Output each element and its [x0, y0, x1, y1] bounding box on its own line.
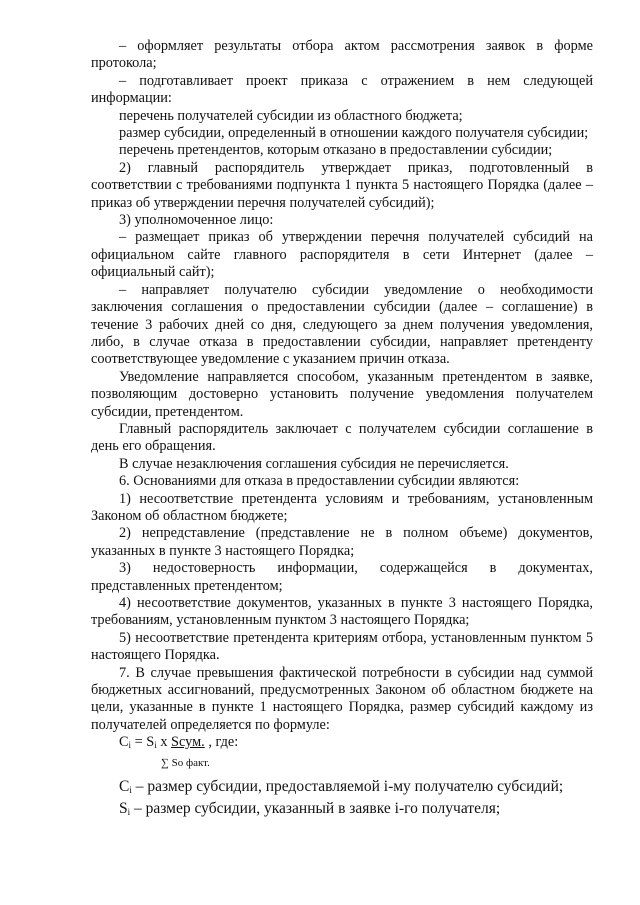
formula-lhs: C [119, 734, 129, 751]
paragraph-12: В случае незаключения соглашения субсидия не перечисляется. [119, 455, 509, 472]
paragraph-17: 4) несоответствие документов, указанных в пункте 3 настоящего Порядка, требованиям, установленным пунктом 3 настоящего Порядка; [91, 595, 593, 629]
paragraph-15: 2) непредставление (представление не в полном объеме) документов, указанных в пункте 3 настоящего Порядка; [91, 525, 593, 559]
formula-main-line [119, 734, 238, 754]
paragraph-3: перечень получателей субсидии из областного бюджета; [119, 107, 463, 124]
paragraph-13: 6. Основаниями для отказа в предоставлении субсидии являются: [119, 473, 520, 490]
formula-eq-sub: i [154, 740, 157, 751]
paragraph-2: – подготавливает проект приказа с отражением в нем следующей информации: [91, 72, 593, 107]
definition-si [91, 800, 593, 821]
paragraph-14: 1) несоответствие претендента условиям и требованиям, установленным Законом об областном бюджете; [91, 490, 593, 524]
paragraph-5: перечень претендентов, которым отказано в предоставлении субсидии; [119, 142, 553, 159]
formula-times: x [156, 734, 172, 751]
formula-numerator: Sсум. [171, 734, 205, 751]
formula-eq: = S [131, 734, 155, 751]
paragraph-7: 3) уполномоченное лицо: [119, 212, 274, 229]
subsidy-formula [91, 734, 593, 778]
paragraph-11: Главный распорядитель заключает с получателем субсидии соглашение в день его обращения. [91, 420, 593, 455]
paragraph-19: 7. В случае превышения фактической потребности в субсидии над суммой бюджетных ассигнований, предусмотренных Законом об областном бюджете на цели, указанные в пункте 1 настоящего Порядка, размер субсидий каждому из получателей определяется по формуле: [91, 664, 593, 733]
definition-ci [91, 778, 593, 799]
definition-ci-symbol: C [119, 778, 130, 796]
formula-denominator: ∑ Sо факт. [161, 757, 210, 770]
formula-tail: , где: [204, 734, 239, 751]
paragraph-6: 2) главный распорядитель утверждает приказ, подготовленный в соответствии с требованиями подпункта 1 пункта 5 настоящего Порядка (далее – приказ об утверждении перечня получателей субсидий); [91, 159, 593, 211]
paragraph-16: 3) недостоверность информации, содержащейся в документах, представленных претендентом; [91, 560, 593, 594]
document-body [91, 38, 593, 821]
definition-si-symbol: S [119, 799, 128, 817]
definition-si-sub: i [127, 806, 131, 817]
paragraph-9: – направляет получателю субсидии уведомление о необходимости заключения соглашения о предоставлении субсидии (далее – соглашение) в течение 3 рабочих дней со дня, следующего за днем получения уведомления, либо, в случае отказа в предоставлении субсидии, направляет претенденту соответствующее уведомление с указанием причин отказа. [91, 281, 593, 368]
paragraph-1: – оформляет результаты отбора актом рассмотрения заявок в форме протокола; [91, 38, 593, 72]
definition-si-text: – размер субсидии, указанный в заявке i-го получателя; [130, 799, 501, 817]
definition-ci-text: – размер субсидии, предоставляемой i-му получателю субсидий; [131, 778, 564, 796]
paragraph-8: – размещает приказ об утверждении перечня получателей субсидий на официальном сайте главного распорядителя в сети Интернет (далее – официальный сайт); [91, 229, 593, 281]
definition-ci-sub: i [129, 785, 132, 796]
formula-lhs-sub: i [128, 740, 132, 751]
paragraph-18: 5) несоответствие претендента критериям отбора, установленным пунктом 5 настоящего Порядка. [91, 629, 593, 664]
paragraph-4: размер субсидии, определенный в отношении каждого получателя субсидии; [119, 125, 589, 142]
paragraph-10: Уведомление направляется способом, указанным претендентом в заявке, позволяющим достоверно установить получение уведомления получателем субсидии, претендентом. [91, 368, 593, 420]
